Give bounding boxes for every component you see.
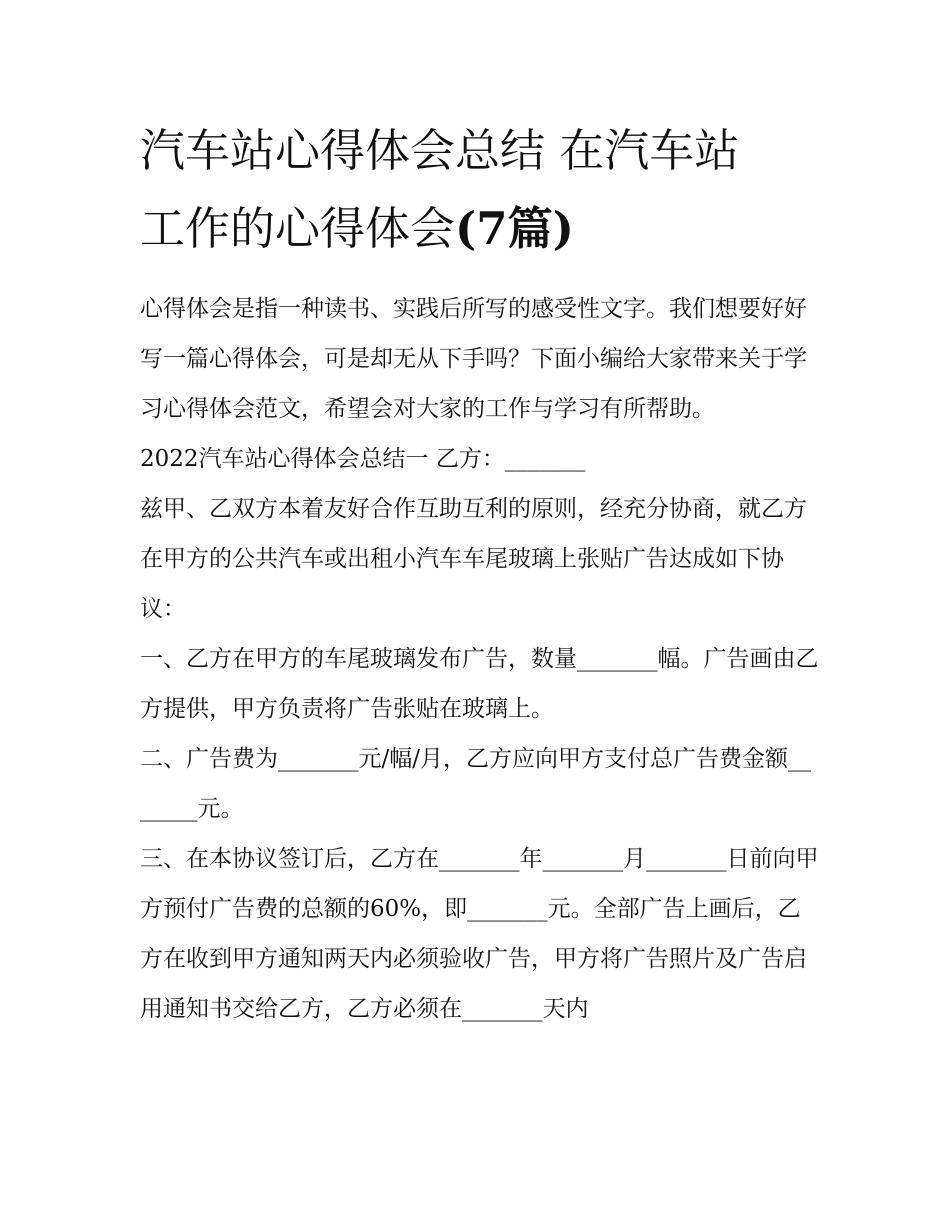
clause-one: 一、乙方在甲方的车尾玻璃发布广告，数量_______幅。广告画由乙方提供，甲方负责将广告张贴在玻璃上。 bbox=[140, 646, 819, 722]
title-line-1: 汽车站心得体会总结 在汽车站 bbox=[140, 124, 740, 177]
clause-two: 二、广告费为_______元/幅/月，乙方应向甲方支付总广告费金额_______元。 bbox=[140, 746, 811, 822]
intro-paragraph: 心得体会是指一种读书、实践后所写的感受性文字。我们想要好好写一篇心得体会，可是却无从下手吗？下面小编给大家带来关于学习心得体会范文，希望会对大家的工作与学习有所帮助。 bbox=[140, 296, 807, 422]
document-page bbox=[140, 112, 820, 1034]
title-line-2: 工作的心得体会 bbox=[140, 202, 456, 255]
title-count: (7篇) bbox=[455, 202, 574, 255]
document-title bbox=[140, 112, 820, 268]
section-heading: 2022汽车站心得体会总结一 乙方：_______ bbox=[140, 446, 586, 472]
document-body bbox=[140, 284, 820, 1034]
clause-three: 三、在本协议签订后，乙方在_______年_______月_______日前向甲方预付广告费的总额的60%，即_______元。全部广告上画后，乙方在收到甲方通知两天内必须验收广告，甲方将广告照片及广告启用通知书交给乙方，乙方必须在_______天内 bbox=[140, 846, 819, 1022]
body-paragraph: 兹甲、乙双方本着友好合作互助互利的原则，经充分协商，就乙方在甲方的公共汽车或出租小汽车车尾玻璃上张贴广告达成如下协议： bbox=[140, 496, 807, 622]
